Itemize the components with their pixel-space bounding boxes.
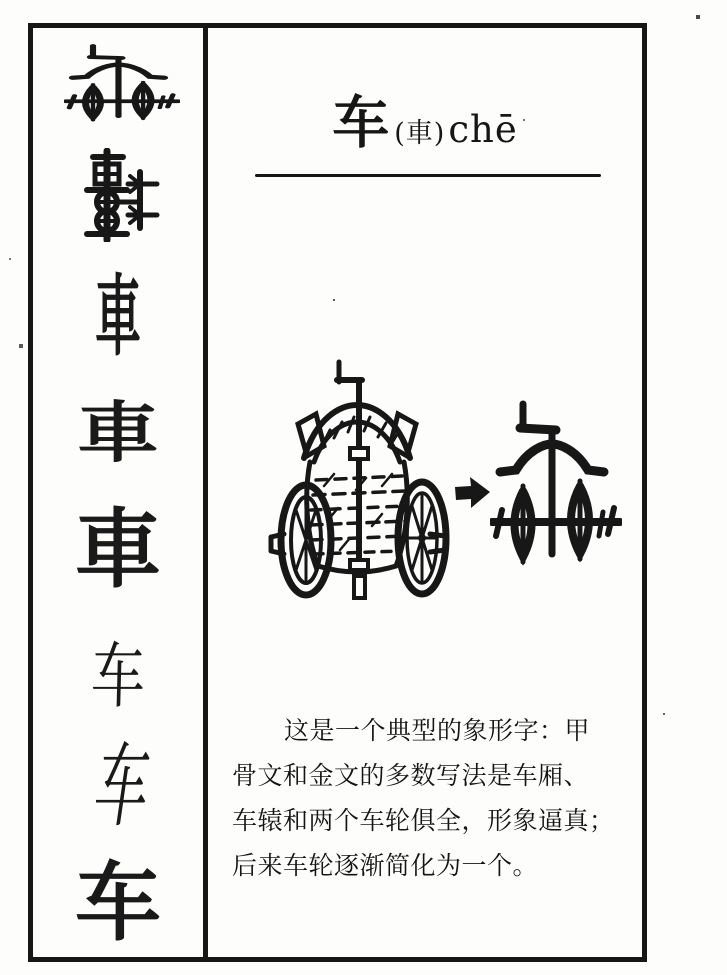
text-line: 这是一个典型的象形字：甲 xyxy=(284,716,591,745)
regular-traditional-char: 車 xyxy=(75,499,161,600)
right-arrow-icon xyxy=(454,475,492,511)
scan-speckles xyxy=(0,0,2,2)
oracle-bone-che-pictograph-icon xyxy=(64,42,180,122)
sidebar-divider xyxy=(203,23,208,962)
ancient-chariot-illustration-icon xyxy=(264,354,450,604)
oracle-bone-che-glyph-icon xyxy=(490,396,622,566)
headword-traditional: (車) xyxy=(394,118,446,149)
entry-title xyxy=(208,89,642,160)
text-line: 车辕和两个车轮俱全，形象逼真； xyxy=(232,806,615,835)
seal-script-char: 車 xyxy=(95,264,141,368)
text-line: 后来车轮逐渐简化为一个。 xyxy=(232,851,539,880)
clerical-script-char: 車 xyxy=(77,393,159,472)
headword-simplified: 车 xyxy=(332,89,390,156)
cursive-char: 车 xyxy=(91,733,145,840)
text-line: 骨文和金文的多数写法是车厢、 xyxy=(232,761,590,790)
bronze-che-pictograph-icon xyxy=(78,148,160,242)
headword-pinyin: chē xyxy=(448,108,518,151)
regular-simplified-char: 车 xyxy=(75,852,161,953)
semi-cursive-char: 车 xyxy=(89,634,147,718)
title-underline xyxy=(255,174,601,177)
explanation-text xyxy=(232,708,632,888)
